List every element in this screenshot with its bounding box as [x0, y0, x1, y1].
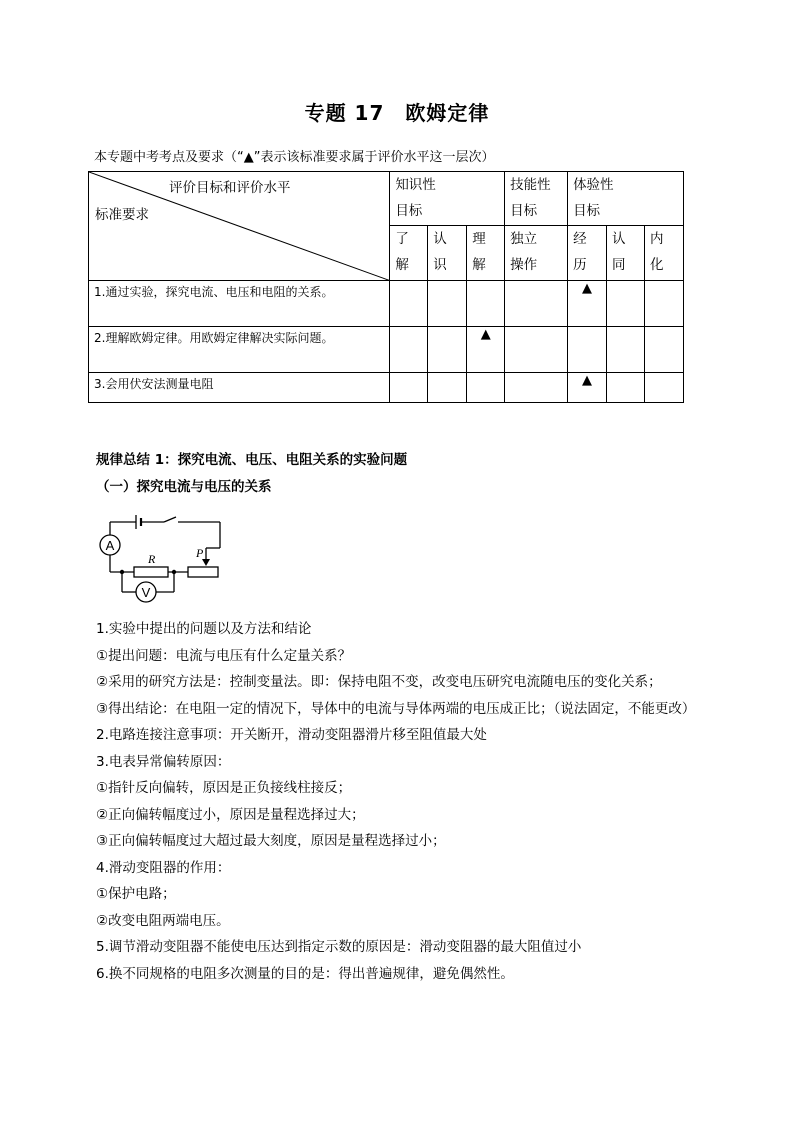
resistor-r	[134, 567, 168, 577]
body-line: 6.换不同规格的电阻多次测量的目的是：得出普遍规律，避免偶然性。	[96, 965, 514, 982]
mark-cell: ▲	[568, 281, 607, 327]
body-line: ①保护电路；	[96, 886, 176, 902]
table-row	[89, 327, 684, 373]
summary-body	[96, 616, 706, 987]
page-title: 专题 17 欧姆定律	[304, 101, 490, 125]
subsection-heading: （一）探究电流与电压的关系	[96, 479, 272, 495]
body-line: 3.电表异常偏转原因：	[96, 753, 231, 770]
mark-cell	[467, 373, 505, 403]
body-line: ②正向偏转幅度过小，原因是量程选择过大；	[96, 806, 365, 823]
level-cell: 了 解	[390, 226, 428, 281]
standards-table	[88, 171, 684, 403]
body-line: ①指针反向偏转，原因是正负接线柱接反；	[96, 780, 352, 796]
body-line: 4.滑动变阻器的作用：	[96, 859, 231, 876]
body-line: ③得出结论：在电阻一定的情况下，导体中的电流与导体两端的电压成正比；（说法固定，不能更改）	[96, 700, 696, 717]
mark-cell	[428, 327, 467, 373]
group-experience: 体验性 目标	[568, 172, 684, 226]
body-line: ①提出问题：电流与电压有什么定量关系？	[96, 647, 352, 664]
level-cell: 认 同	[607, 226, 645, 281]
level-cell: 理 解	[467, 226, 505, 281]
body-line: 1.实验中提出的问题以及方法和结论	[96, 621, 312, 637]
mark-cell	[428, 281, 467, 327]
mark-cell	[505, 281, 568, 327]
mark-cell	[644, 373, 683, 403]
rheostat	[188, 567, 218, 577]
resistor-label: R	[148, 552, 156, 566]
mark-cell	[428, 373, 467, 403]
mark-cell	[644, 281, 683, 327]
section-heading: 规律总结 1：探究电流、电压、电阻关系的实验问题	[96, 452, 408, 468]
slider-arrow	[202, 559, 210, 566]
mark-cell: ▲	[467, 327, 505, 373]
corner-top-label: 评价目标和评价水平	[169, 180, 291, 196]
requirement-text: 2.理解欧姆定律。用欧姆定律解决实际问题。	[89, 327, 390, 373]
body-line: ③正向偏转幅度过大超过最大刻度，原因是量程选择过小；	[96, 833, 446, 849]
slider-label: P	[196, 546, 204, 560]
mark-cell	[644, 327, 683, 373]
level-cell: 独立 操作	[505, 226, 568, 281]
mark-cell	[568, 327, 607, 373]
body-line: ②采用的研究方法是：控制变量法。即：保持电阻不变，改变电压研究电流随电压的变化关系；	[96, 674, 662, 690]
mark-cell: ▲	[568, 373, 607, 403]
requirement-text: 3.会用伏安法测量电阻	[89, 373, 390, 403]
table-row	[89, 373, 684, 403]
corner-bottom-label: 标准要求	[95, 207, 149, 223]
requirement-text: 1.通过实验，探究电流、电压和电阻的关系。	[89, 281, 390, 327]
ammeter-label: A	[105, 538, 115, 553]
mark-cell	[607, 327, 645, 373]
level-cell: 经 历	[568, 226, 607, 281]
group-skill: 技能性 目标	[505, 172, 568, 226]
circuit-diagram	[96, 512, 226, 604]
level-cell: 认 识	[428, 226, 467, 281]
switch-blade	[164, 517, 176, 522]
mark-cell	[607, 373, 645, 403]
body-line: 2.电路连接注意事项：开关断开，滑动变阻器滑片移至阻值最大处	[96, 727, 487, 743]
mark-cell	[505, 373, 568, 403]
mark-cell	[467, 281, 505, 327]
mark-cell	[390, 281, 428, 327]
mark-cell	[390, 373, 428, 403]
intro-text: 本专题中考考点及要求（“▲”表示该标准要求属于评价水平这一层次）	[94, 150, 495, 165]
voltmeter-label: V	[141, 585, 151, 600]
mark-cell	[390, 327, 428, 373]
mark-cell	[505, 327, 568, 373]
mark-cell	[607, 281, 645, 327]
body-line: ②改变电阻两端电压。	[96, 912, 230, 929]
corner-header-cell	[89, 172, 390, 281]
body-line: 5.调节滑动变阻器不能使电压达到指定示数的原因是：滑动变阻器的最大阻值过小	[96, 939, 582, 955]
table-row	[89, 281, 684, 327]
level-cell: 内 化	[644, 226, 683, 281]
group-knowledge: 知识性 目标	[390, 172, 505, 226]
